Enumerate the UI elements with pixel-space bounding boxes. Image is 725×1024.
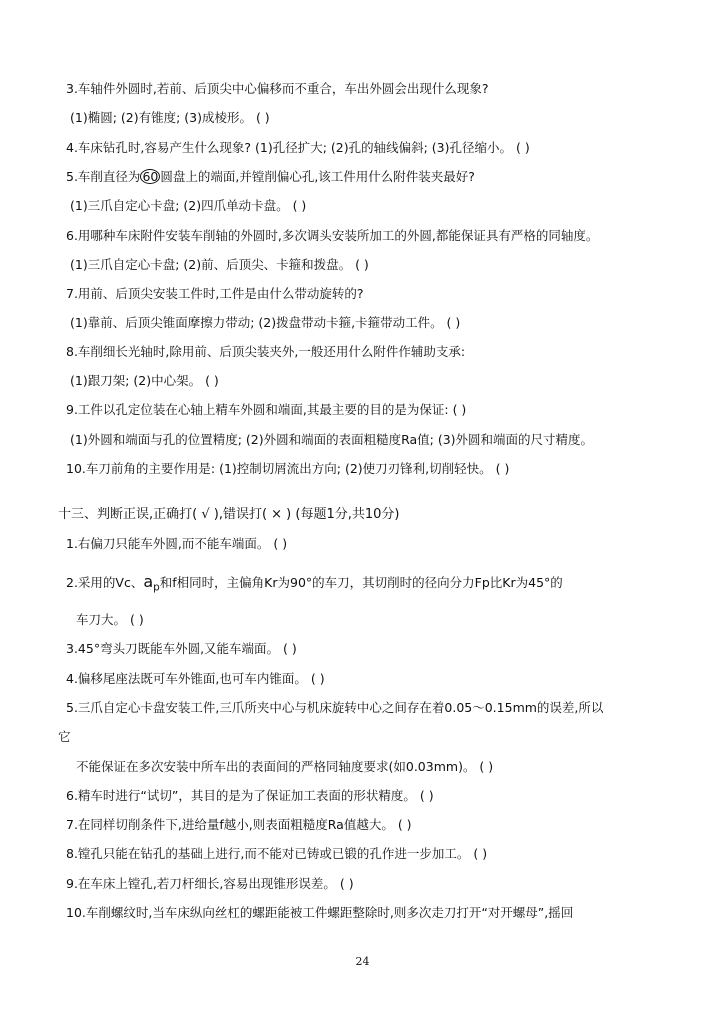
judgment-2 bbox=[66, 574, 563, 596]
question-8: 8.车削细长光轴时,除用前、后顶尖装夹外,一般还用什么附件作辅助支承: bbox=[66, 344, 466, 359]
judgment-8: 8.镗孔只能在钻孔的基础上进行,而不能对已铸或已锻的孔作进一步加工。 ( ) bbox=[66, 846, 488, 861]
judgment-10: 10.车削螺纹时,当车床纵向丝杠的螺距能被工件螺距整除时,则多次走刀打开“对开螺母”,摇回 bbox=[66, 905, 574, 920]
question-5-text-start: 5.车削直径为 bbox=[66, 169, 141, 184]
judgment-5-continuation: 不能保证在多次安装中所车出的表面间的严格同轴度要求(如0.03mm)。 ( ) bbox=[76, 759, 494, 774]
ap-symbol: a bbox=[143, 572, 154, 591]
page-number: 24 bbox=[355, 955, 370, 968]
judgment-9: 9.在车床上镗孔,若刀杆细长,容易出现锥形误差。 ( ) bbox=[66, 876, 354, 891]
judgment-7: 7.在同样切削条件下,进给量f越小,则表面粗糙度Ra值越大。 ( ) bbox=[66, 817, 412, 832]
judgment-5-wrap: 它 bbox=[58, 729, 71, 744]
section-13-heading: 十三、判断正误,正确打( √ ),错误打( × ) (每题1分,共10分) bbox=[58, 507, 400, 522]
judgment-3: 3.45°弯头刀既能车外圆,又能车端面。 ( ) bbox=[66, 641, 297, 656]
judgment-2-text-start: 2.采用的Vc、 bbox=[66, 575, 144, 590]
judgment-1: 1.右偏刀只能车外圆,而不能车端面。 ( ) bbox=[66, 536, 288, 551]
judgment-4: 4.偏移尾座法既可车外锥面,也可车内锥面。 ( ) bbox=[66, 671, 325, 686]
ap-subscript: p bbox=[153, 581, 160, 594]
question-7-options: (1)靠前、后顶尖锥面摩擦力带动; (2)拨盘带动卡箍,卡箍带动工件。 ( ) bbox=[70, 315, 461, 330]
question-3: 3.车轴件外圆时,若前、后顶尖中心偏移而不重合，车出外圆会出现什么现象? bbox=[66, 81, 489, 96]
question-6: 6.用哪种车床附件安装车削轴的外圆时,多次调头安装所加工的外圆,都能保证具有严格的同轴度。 bbox=[66, 228, 599, 243]
question-9-options: (1)外圆和端面与孔的位置精度; (2)外圆和端面的表面粗糙度Ra值; (3)外圆和端面的尺寸精度。 bbox=[70, 432, 594, 447]
question-9: 9.工件以孔定位装在心轴上精车外圆和端面,其最主要的目的是为保证: ( ) bbox=[66, 402, 467, 417]
question-5-options: (1)三爪自定心卡盘; (2)四爪单动卡盘。 ( ) bbox=[70, 198, 307, 213]
circled-number: 60 bbox=[142, 169, 159, 184]
question-5-text-end: 圆盘上的端面,并镗削偏心孔,该工件用什么附件装夹最好? bbox=[160, 169, 475, 184]
question-8-options: (1)跟刀架; (2)中心架。 ( ) bbox=[70, 373, 219, 388]
question-5 bbox=[66, 169, 475, 185]
judgment-2-continuation: 车刀大。 ( ) bbox=[76, 612, 144, 627]
judgment-5: 5.三爪自定心卡盘安装工件,三爪所夹中心与机床旋转中心之间存在着0.05～0.15mm的误差,所以 bbox=[66, 700, 604, 715]
question-10: 10.车刀前角的主要作用是: (1)控制切屑流出方向; (2)使刀刃锋利,切削轻快。 ( ) bbox=[66, 461, 510, 476]
judgment-6: 6.精车时进行“试切”，其目的是为了保证加工表面的形状精度。 ( ) bbox=[66, 788, 434, 803]
question-6-options: (1)三爪自定心卡盘; (2)前、后顶尖、卡箍和拨盘。 ( ) bbox=[70, 257, 369, 272]
question-3-options: (1)椭圆; (2)有锥度; (3)成棱形。 ( ) bbox=[70, 110, 270, 125]
question-4: 4.车床钻孔时,容易产生什么现象? (1)孔径扩大; (2)孔的轴线偏斜; (3)孔径缩小。 ( ) bbox=[66, 140, 530, 155]
question-7: 7.用前、后顶尖安装工件时,工件是由什么带动旋转的? bbox=[66, 286, 364, 301]
judgment-2-text-end: 和f相同时，主偏角Kr为90°的车刀，其切削时的径向分力Fp比Kr为45°的 bbox=[159, 575, 563, 590]
